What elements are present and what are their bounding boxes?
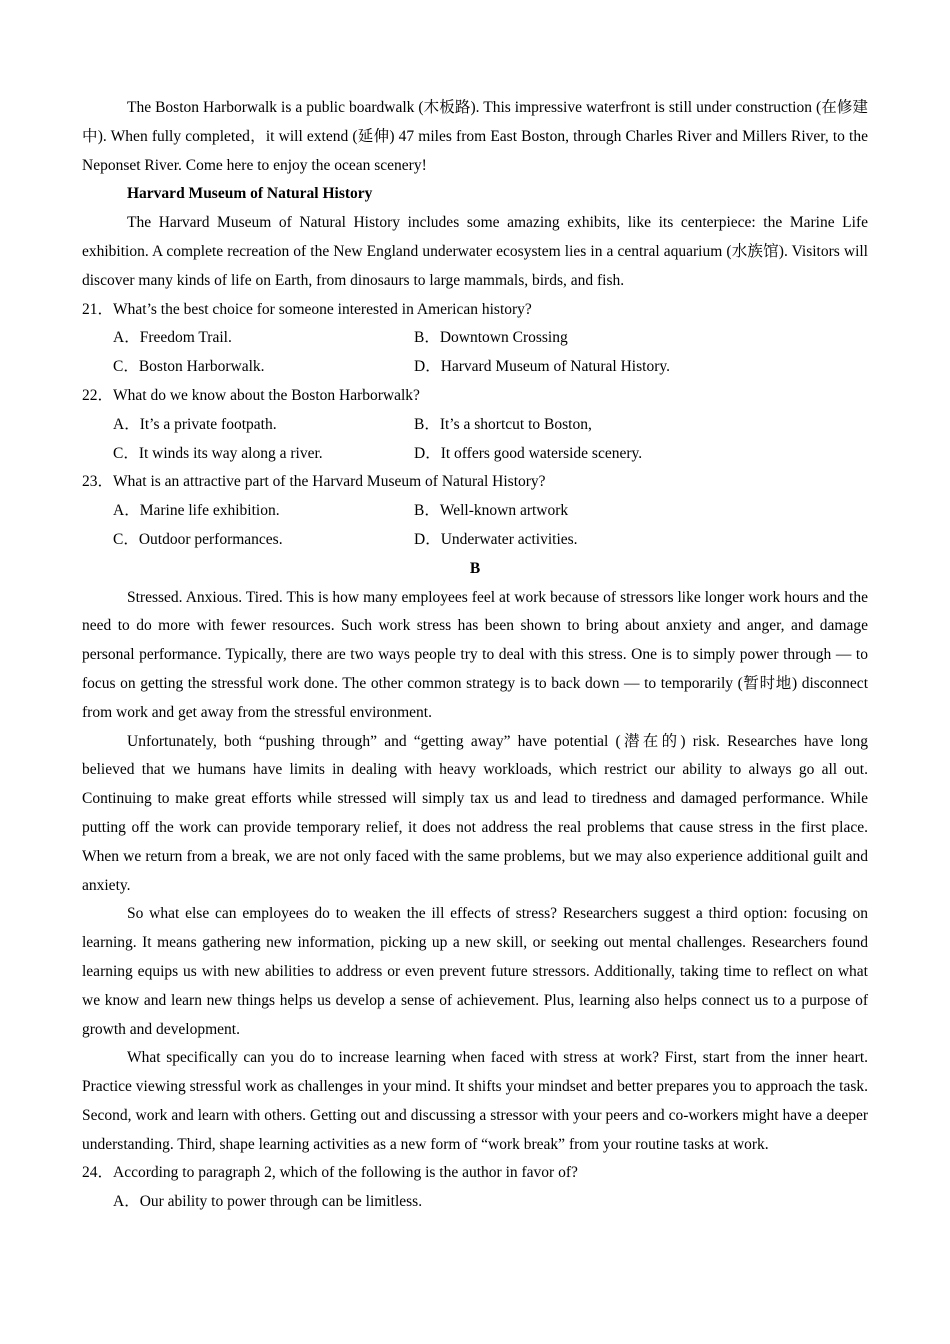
option-c: C．It winds its way along a river. (113, 444, 323, 462)
section-title-b: B (469, 559, 481, 577)
options-grid (82, 1188, 868, 1217)
heading-harvard-museum: Harvard Museum of Natural History (127, 185, 373, 203)
option-d: D．It offers good waterside scenery. (414, 444, 643, 462)
question-stem: 22．What do we know about the Boston Harborwalk? (82, 386, 420, 404)
option-d: D．Underwater activities. (414, 530, 578, 548)
paragraph-b-1: Stressed. Anxious. Tired. This is how many employees feel at work because of stressors like longer work hours and the need to do more with fewer resources. Such work stress has been shown to bring about anxiety and anger, and damage personal performance. Typically, there are two ways people try to deal with this stress. One is to simply power through — to focus on getting the stressful work done. The other common strategy is to back down — to temporarily (暂时地) disconnect from work and get away from the stressful environment. (82, 588, 868, 721)
paragraph-harvard-museum: The Harvard Museum of Natural History includes some amazing exhibits, like its centerpiece: the Marine Life exhibition. A complete recreation of the New England underwater ecosystem lies in a central aquarium (水族馆). Visitors will discover many kinds of life on Earth, from dinosaurs to large mammals, birds, and fish. (82, 214, 868, 289)
option-b: B．Downtown Crossing (414, 329, 568, 347)
option-c: C．Outdoor performances. (113, 530, 283, 548)
option-a: A．It’s a private footpath. (113, 415, 277, 433)
paragraph-b-2: Unfortunately, both “pushing through” and “getting away” have potential (潜在的) risk. Researches have long believed that we humans have limits in dealing with heavy workloads, which restrict our ability to always go all out. Continuing to make great efforts while stressed will simply tax us and lead to tiredness and damaged performance. While putting off the work can provide temporary relief, it does not address the real problems that cause stress in the first place. When we return from a break, we are not only faced with the same problems, but we may also experience additional guilt and anxiety. (82, 732, 868, 894)
option-a: A．Our ability to power through can be limitless. (113, 1193, 423, 1211)
question-21 (82, 296, 868, 382)
question-stem: 23．What is an attractive part of the Harvard Museum of Natural History? (82, 473, 546, 491)
paragraph-harborwalk: The Boston Harborwalk is a public boardwalk (木板路). This impressive waterfront is still under construction (在修建中). When fully completed，it will extend (延伸) 47 miles from East Boston, through Charles River and Millers River, to the Neponset River. Come here to enjoy the ocean scenery! (82, 99, 868, 174)
question-22 (82, 382, 868, 468)
paragraph-b-3: So what else can employees do to weaken the ill effects of stress? Researchers suggest a third option: focusing on learning. It means gathering new information, picking up a new skill, or seeking out mental challenges. Researchers found learning equips us with new abilities to address or even prevent future stressors. Additionally, taking time to reflect on what we know and learn new things helps us develop a sense of achievement. Plus, learning also helps connect us to a purpose of growth and development. (82, 905, 868, 1038)
question-stem: 21．What’s the best choice for someone interested in American history? (82, 300, 532, 318)
option-c: C．Boston Harborwalk. (113, 358, 265, 376)
options-grid (82, 324, 868, 382)
option-b: B．It’s a shortcut to Boston, (414, 415, 592, 433)
option-a: A．Freedom Trail. (113, 329, 232, 347)
options-grid (82, 497, 868, 555)
paragraph-b-4: What specifically can you do to increase learning when faced with stress at work? First, start from the inner heart. Practice viewing stressful work as challenges in your mind. It shifts your mindset and better prepares you to approach the task. Second, work and learn with others. Getting out and discussing a stressor with your peers and co-workers might have a deeper understanding. Third, shape learning activities as a new form of “work break” from your routine tasks at work. (82, 1049, 868, 1153)
options-grid (82, 411, 868, 469)
option-a: A．Marine life exhibition. (113, 502, 280, 520)
option-b: B．Well-known artwork (414, 502, 569, 520)
question-24 (82, 1159, 868, 1217)
question-23 (82, 468, 868, 554)
question-stem: 24．According to paragraph 2, which of the following is the author in favor of? (82, 1164, 578, 1182)
option-d: D．Harvard Museum of Natural History. (414, 358, 670, 376)
